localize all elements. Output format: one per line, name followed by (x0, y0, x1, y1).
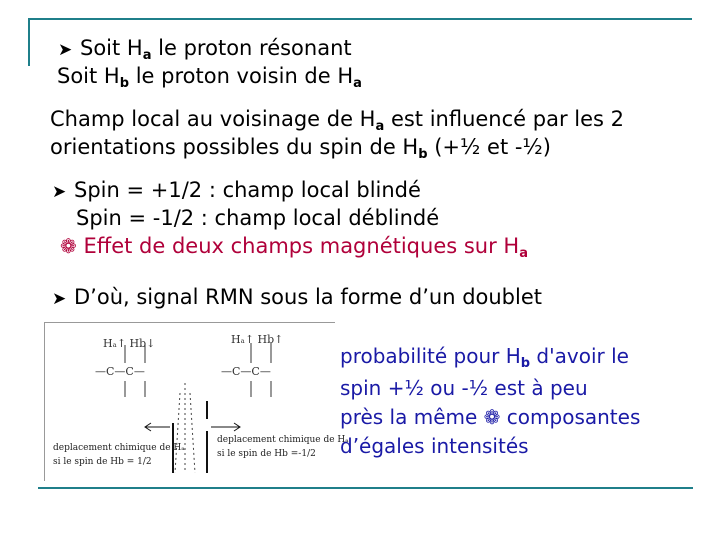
line2-sub: b (119, 76, 130, 91)
molecule-left-chain: —C—C— (95, 365, 145, 378)
line-champ-local (50, 107, 624, 135)
line1-sub: a (142, 48, 152, 63)
molecule-right-labels: Hₐ↑ Hb↑ (231, 333, 284, 346)
arrowhead-icon: ➤ (58, 40, 73, 60)
line-proton-resonant (58, 36, 352, 64)
line8-text: D’où, signal RMN sous la forme d’un doublet (74, 285, 542, 309)
line-spin-minus (76, 206, 439, 230)
line4-sub: b (418, 147, 428, 162)
line4-prefix: orientations possibles du spin de H (50, 135, 419, 159)
dash-guide-1 (175, 393, 180, 473)
probability-explanation (340, 342, 700, 461)
line3-suffix: est influencé par les 2 (384, 107, 625, 131)
dash-guide-3 (190, 393, 195, 473)
frame-left-border (28, 18, 30, 66)
side-line3-suffix: composantes (500, 405, 641, 429)
line4-suffix: (+½ et -½) (427, 135, 551, 159)
frame-top-border (28, 18, 692, 20)
line-spin-plus (52, 178, 421, 204)
side-line1-sub: b (520, 356, 531, 371)
line5-text: Spin = +1/2 : champ local blindé (74, 178, 421, 202)
caption-left-line2: si le spin de Hb = 1/2 (53, 457, 152, 467)
line2-mid: le proton voisin de H (129, 64, 354, 88)
side-line-3 (340, 403, 700, 432)
arrowhead-icon: ➤ (52, 182, 67, 202)
line6-text: Spin = -1/2 : champ local déblindé (76, 206, 440, 230)
caption-right-line1: deplacement chimique de Hₐ (217, 435, 349, 445)
line2-sub2: a (353, 76, 362, 91)
line7-prefix: Effet de deux champs magnétiques sur H (83, 234, 520, 258)
arrowhead-icon: ➤ (52, 289, 67, 309)
molecule-left-labels: Hₐ↑ Hb↓ (103, 337, 156, 350)
line7-sub: a (519, 246, 528, 261)
line3-prefix: Champ local au voisinage de H (50, 107, 376, 131)
line1-suffix: le proton résonant (151, 36, 352, 60)
side-line1-prefix: probabilité pour H (340, 344, 521, 368)
side-line-4: d’égales intensités (340, 434, 529, 458)
flower-bullet-icon: ❁ (60, 234, 77, 258)
line2-prefix: Soit H (57, 64, 120, 88)
side-line-2: spin +½ ou -½ est à peu (340, 376, 588, 400)
line-proton-voisin (57, 64, 362, 92)
side-line3-prefix: près la même (340, 405, 484, 429)
line-orientations (50, 135, 551, 163)
frame-bottom-border (38, 487, 693, 489)
line3-sub: a (375, 119, 385, 134)
line1-prefix: Soit H (80, 36, 143, 60)
side-line1-suffix: d'avoir le (530, 344, 629, 368)
caption-right-line2: si le spin de Hb =-1/2 (217, 449, 316, 459)
line-effet (60, 234, 528, 262)
side-line-1 (340, 342, 700, 374)
molecule-right-chain: —C—C— (221, 365, 271, 378)
line-doublet (52, 285, 542, 311)
flower-bullet-icon: ❁ (483, 405, 501, 429)
caption-left-line1: deplacement chimique de Hₐ (53, 443, 185, 453)
nmr-doublet-figure (44, 322, 349, 481)
